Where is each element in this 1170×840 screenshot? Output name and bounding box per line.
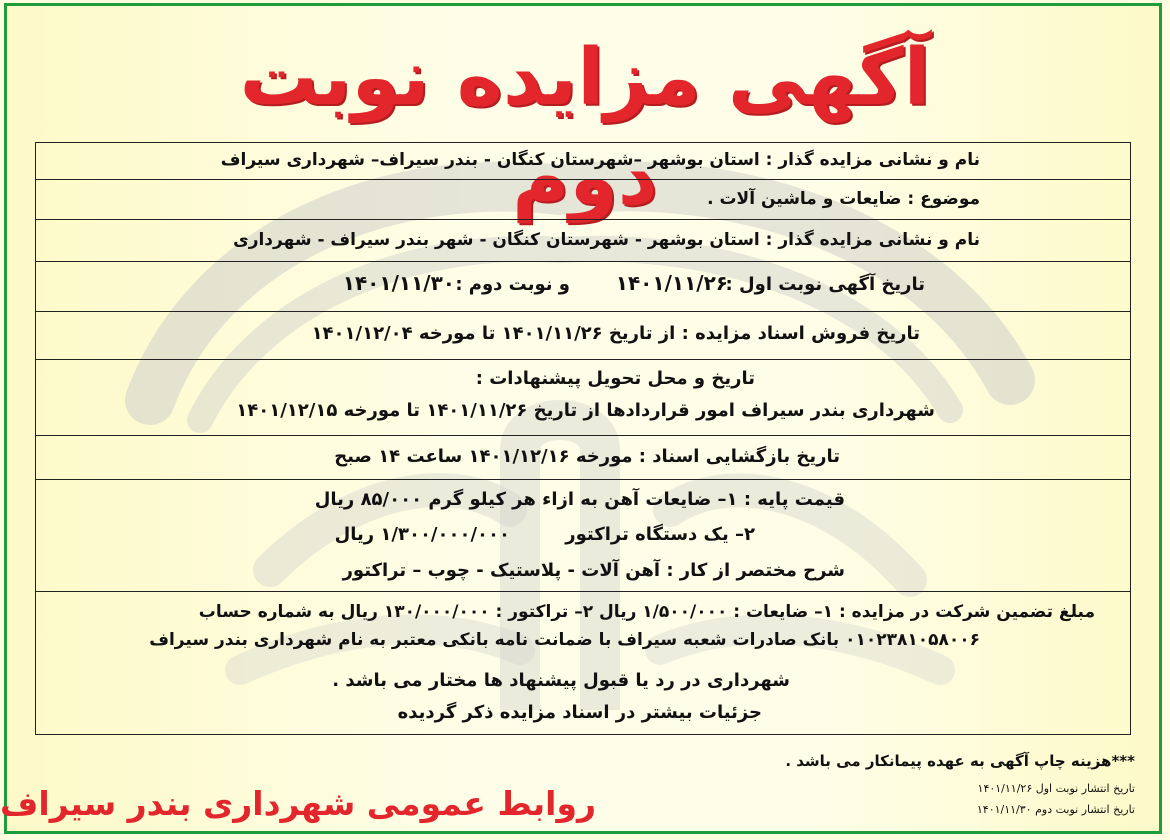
ad-second-date: ۱۴۰۱/۱۱/۳۰ — [342, 271, 455, 295]
row-delivery — [36, 359, 1130, 435]
work-summary: شرح مختصر از کار : آهن آلات - پلاستیک - چوب – تراکتور — [342, 560, 845, 581]
row-sale-docs — [36, 311, 1130, 359]
details-text: جزئیات بیشتر در اسناد مزایده ذکر گردیده — [397, 702, 762, 723]
public-relations-signature: روابط عمومی شهرداری بندر سیراف — [0, 784, 596, 823]
auction-details-table — [35, 142, 1131, 735]
opening-text: تاریخ بازگشایی اسناد : مورخه ۱۴۰۱/۱۲/۱۶ ساعت ۱۴ صبح — [334, 446, 840, 467]
price-item2-label: ۲– یک دستگاه تراکتور — [565, 524, 755, 545]
delivery-title: تاریخ و محل تحویل پیشنهادات : — [475, 368, 755, 389]
cost-note: ***هزینه چاپ آگهی به عهده پیمانکار می باشد . — [785, 752, 1135, 770]
row-guarantee — [36, 591, 1130, 736]
sale-docs-text: تاریخ فروش اسناد مزایده : از تاریخ ۱۴۰۱/۱۱/۲۶ تا مورخه ۱۴۰۱/۱۲/۰۴ — [311, 323, 920, 344]
price-item2-value: ۱/۳۰۰/۰۰۰/۰۰۰ ریال — [334, 524, 510, 545]
ad-first-label: تاریخ آگهی نوبت اول : — [725, 274, 925, 295]
row-organizer — [36, 143, 1130, 179]
row-subject — [36, 179, 1130, 219]
organizer-text: نام و نشانی مزایده گذار : استان بوشهر –شهرستان کنگان - بندر سیراف– شهرداری سیراف — [220, 150, 980, 170]
row-ad-dates — [36, 261, 1130, 311]
subject-text: موضوع : ضایعات و ماشین آلات . — [707, 189, 980, 209]
ad-second-label: و نوبت دوم : — [455, 274, 570, 295]
ad-first-date: ۱۴۰۱/۱۱/۲۶ — [615, 271, 728, 295]
guarantee-line1: مبلغ تضمین شرکت در مزایده : ۱– ضایعات : ۱/۵۰۰/۰۰۰ ریال ۲– تراکتور : ۱۳۰/۰۰۰/۰۰۰ ریال به شماره حساب — [198, 602, 1095, 622]
publish-date-first: تاریخ انتشار نوبت اول ۱۴۰۱/۱۱/۲۶ — [977, 782, 1135, 795]
row-opening — [36, 435, 1130, 479]
price-item1: قیمت پایه : ۱– ضایعات آهن به ازاء هر کیلو گرم ۸۵/۰۰۰ ریال — [314, 489, 845, 510]
rights-text: شهرداری در رد یا قبول پیشنهاد ها مختار می باشد . — [332, 670, 790, 691]
guarantee-line2: ۰۱۰۲۳۸۱۰۵۸۰۰۶ بانک صادرات شعبه سیراف با ضمانت نامه بانکی معتبر به نام شهرداری بندر سیراف — [149, 630, 980, 650]
row-base-price — [36, 479, 1130, 591]
publish-date-second: تاریخ انتشار نوبت دوم ۱۴۰۱/۱۱/۳۰ — [976, 803, 1135, 816]
organizer2-text: نام و نشانی مزایده گذار : استان بوشهر - شهرستان کنگان - شهر بندر سیراف - شهرداری — [233, 230, 980, 250]
page-title: آگهی مزایده نوبت دوم — [239, 33, 931, 223]
delivery-text: شهرداری بندر سیراف امور قراردادها از تاریخ ۱۴۰۱/۱۱/۲۶ تا مورخه ۱۴۰۱/۱۲/۱۵ — [236, 400, 935, 421]
row-organizer-2 — [36, 219, 1130, 261]
